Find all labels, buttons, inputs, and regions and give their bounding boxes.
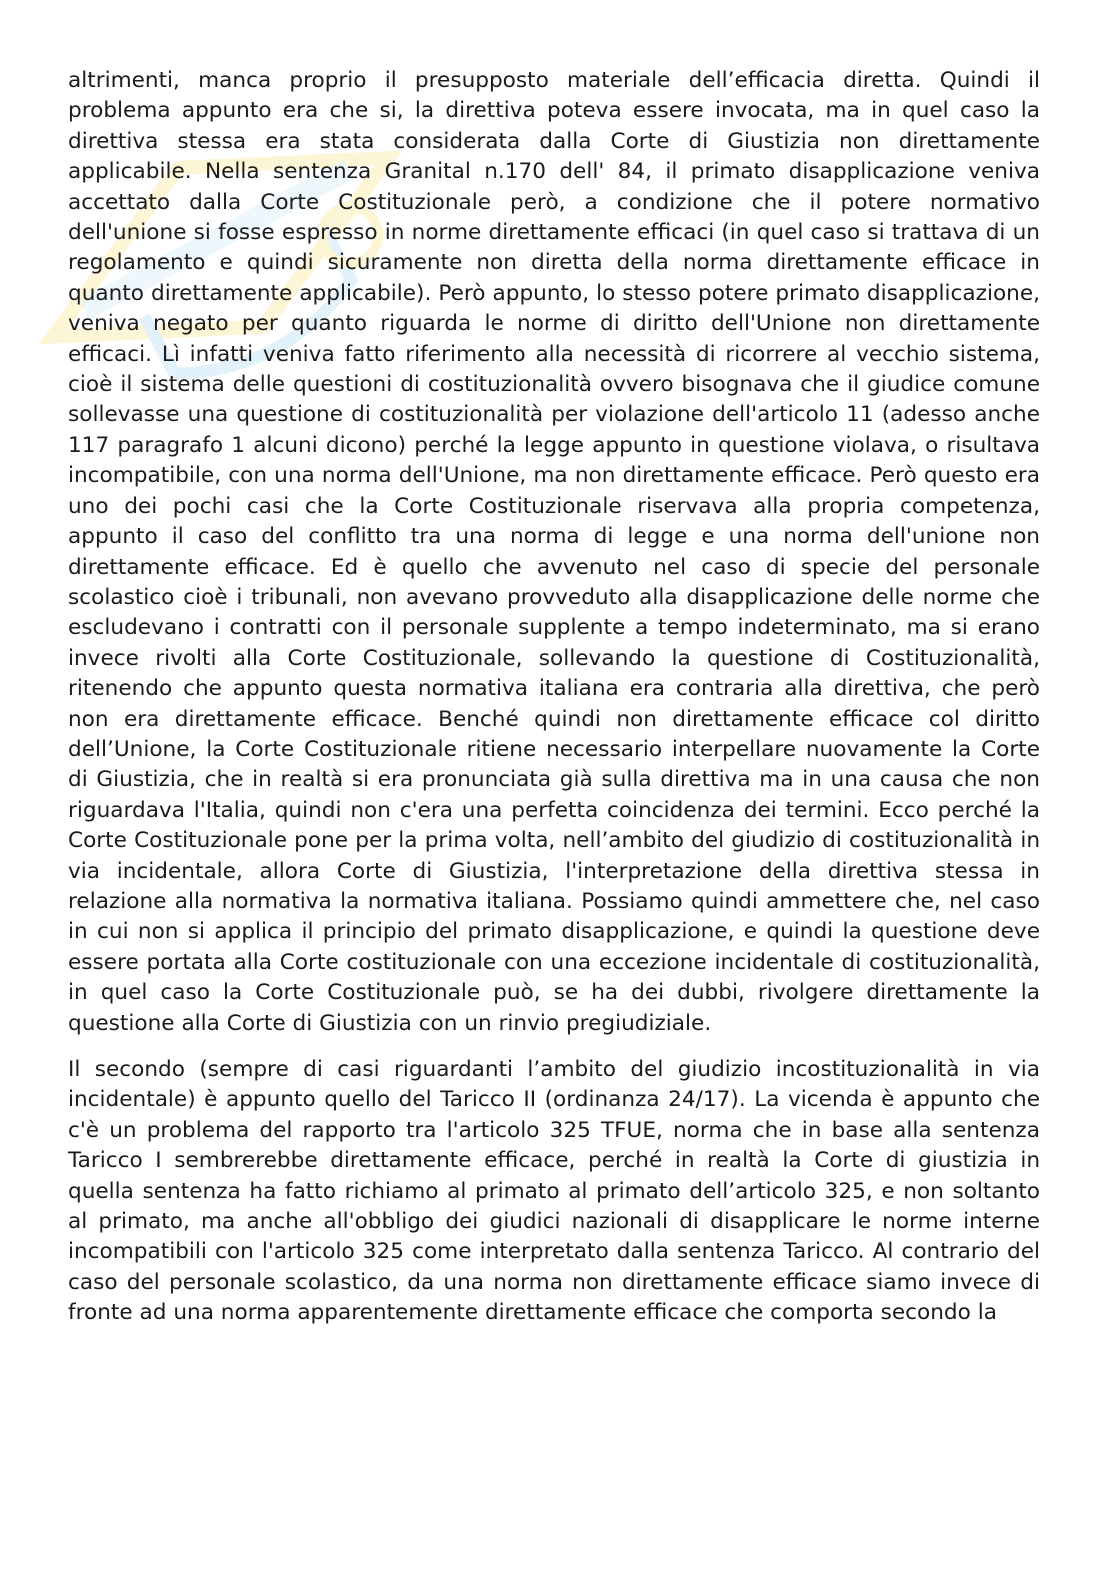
paragraph-1: altrimenti, manca proprio il presupposto materiale dell’efficacia diretta. Quindi il problema appunto era che si, la direttiva poteva essere invocata, ma in quel caso la direttiva stessa era stata considerata dalla Corte di Giustizia non direttamente applicabile. Nella sentenza Granital n.170 dell' 84, il primato disapplicazione veniva accettato dalla Corte Costituzionale però, a condizione che il potere normativo dell'unione si fosse espresso in norme direttamente efficaci (in quel caso si trattava di un regolamento e quindi sicuramente non diretta della norma direttamente efficace in quanto direttamente applicabile). Però appunto, lo stesso potere primato disapplicazione, veniva negato per quanto riguarda le norme di diritto dell'Unione non direttamente efficaci. Lì infatti veniva fatto riferimento alla necessità di ricorrere al vecchio sistema, cioè il sistema delle questioni di costituzionalità ovvero bisognava che il giudice comune sollevasse una questione di costituzionalità per violazione dell'articolo 11 (adesso anche 117 paragrafo 1 alcuni dicono) perché la legge appunto in questione violava, o risultava incompatibile, con una norma dell'Unione, ma non direttamente efficace. Però questo era uno dei pochi casi che la Corte Costituzionale riservava alla propria competenza, appunto il caso del conflitto tra una norma di legge e una norma dell'unione non direttamente efficace. Ed è quello che avvenuto nel caso di specie del personale scolastico cioè i tribunali, non avevano provveduto alla disapplicazione delle norme che escludevano i contratti con il personale supplente a tempo indeterminato, ma si erano invece rivolti alla Corte Costituzionale, sollevando la questione di Costituzionalità, ritenendo che appunto questa normativa italiana era contraria alla direttiva, che però non era direttamente efficace. Benché quindi non direttamente efficace col diritto dell’Unione, la Corte Costituzionale ritiene necessario interpellare nuovamente la Corte di Giustizia, che in realtà si era pronunciata già sulla direttiva ma in una causa che non riguardava l'Italia, quindi non c'era una perfetta coincidenza dei termini. Ecco perché la Corte Costituzionale pone per la prima volta, nell’ambito del giudizio di costituzionalità in via incidentale, allora Corte di Giustizia, l'interpretazione della direttiva stessa in relazione alla normativa la normativa italiana. Possiamo quindi ammettere che, nel caso in cui non si applica il principio del primato disapplicazione, e quindi la questione deve essere portata alla Corte costituzionale con una eccezione incidentale di costituzionalità, in quel caso la Corte Costituzionale può, se ha dei dubbi, rivolgere direttamente la questione alla Corte di Giustizia con un rinvio pregiudiziale.: [68, 68, 1040, 1036]
paragraph-2: Il secondo (sempre di casi riguardanti l’ambito del giudizio incostituzionalità in via incidentale) è appunto quello del Taricco II (ordinanza 24/17). La vicenda è appunto che c'è un problema del rapporto tra l'articolo 325 TFUE, norma che in base alla sentenza Taricco I sembrerebbe direttamente efficace, perché in realtà la Corte di giustizia in quella sentenza ha fatto richiamo al primato al primato dell’articolo 325, e non soltanto al primato, ma anche all'obbligo dei giudici nazionali di disapplicare le norme interne incompatibili con l'articolo 325 come interpretato dalla sentenza Taricco. Al contrario del caso del personale scolastico, da una norma non direttamente efficace siamo invece di fronte ad una norma apparentemente direttamente efficace che comporta secondo la: [68, 1057, 1040, 1326]
document-body: [68, 66, 1040, 1329]
